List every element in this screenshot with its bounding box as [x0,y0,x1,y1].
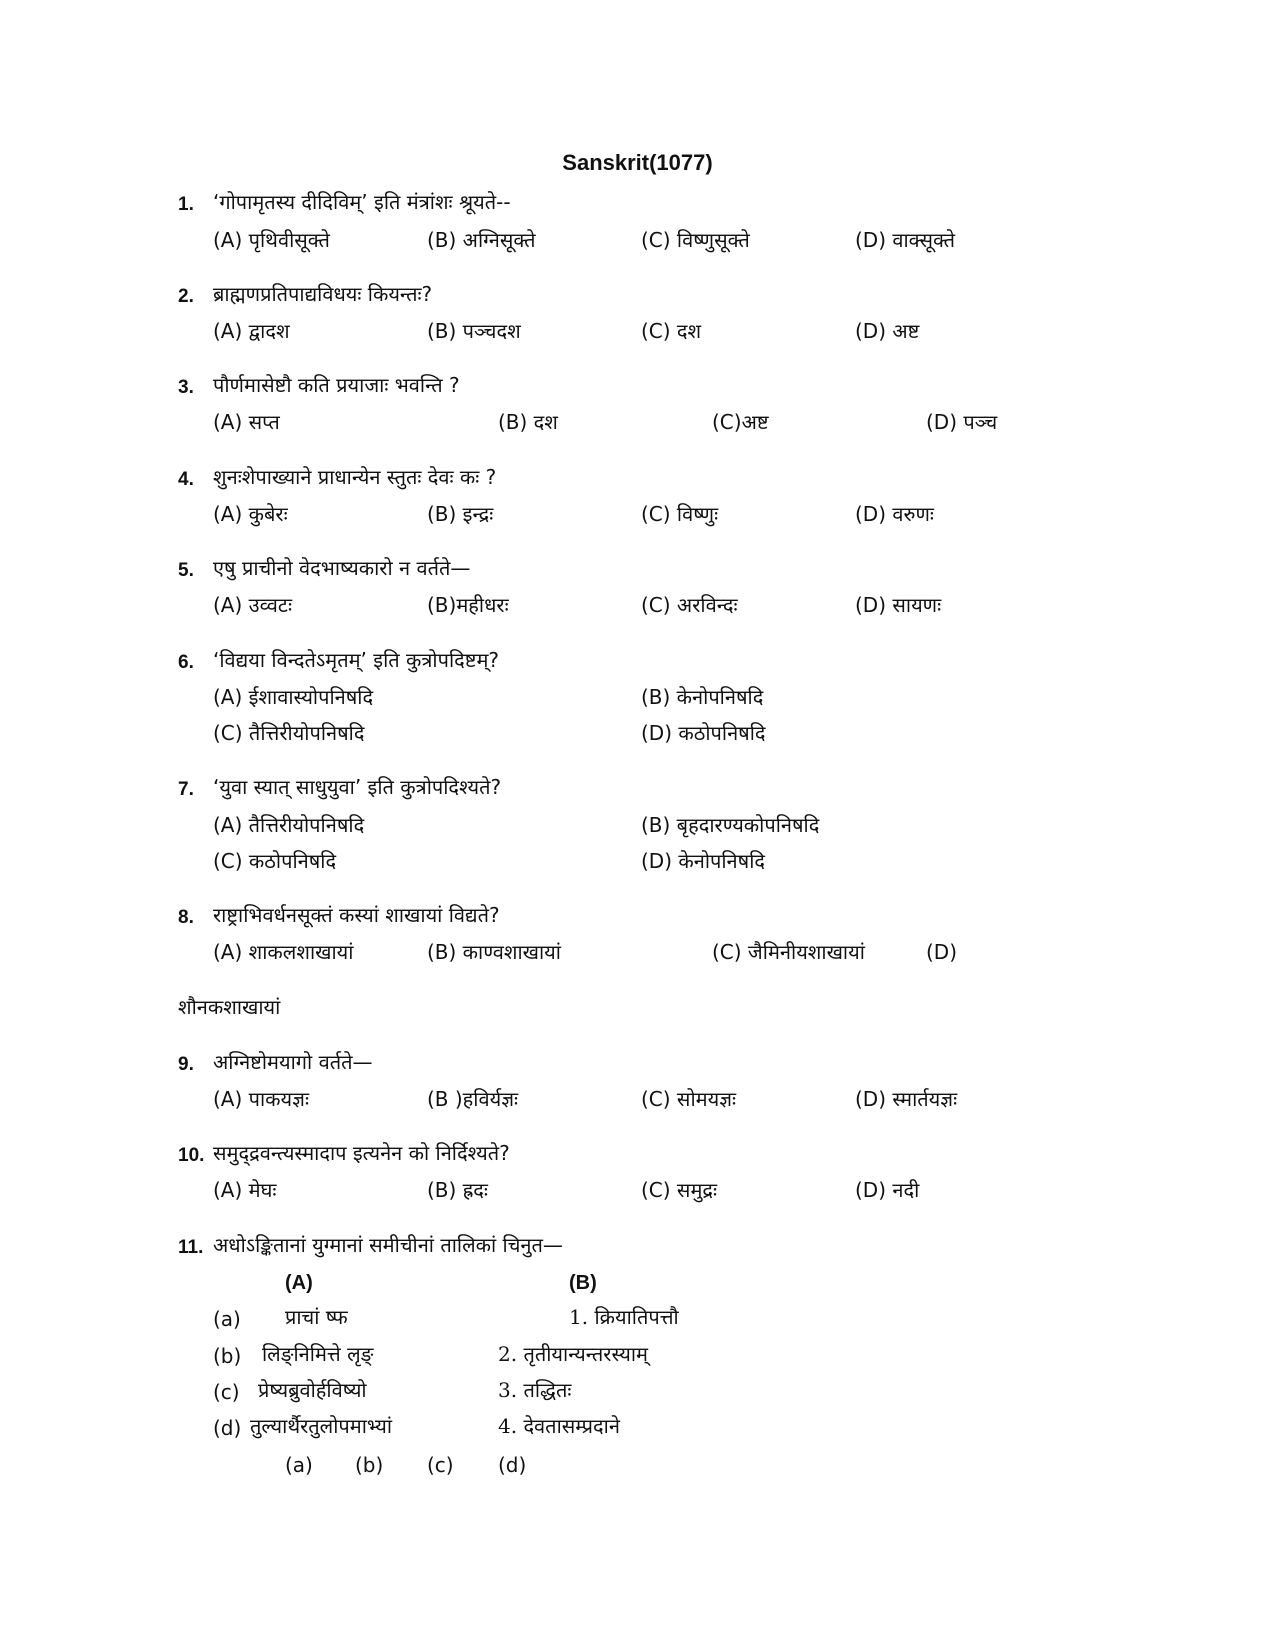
match-right-item: 1. क्रियातिपत्तौ [569,1305,679,1329]
match-right-item: 2. तृतीयान्यन्तरस्याम् [498,1342,648,1366]
q9-option-c: (C) सोमयज्ञः [641,1087,737,1111]
match-left-item: प्राचां ष्फ [285,1305,348,1329]
q7-option-a: (A) तैत्तिरीयोपनिषदि [213,813,365,837]
answer-key-label: (a) [285,1453,313,1477]
q9-text: अग्निष्टोमयागो वर्तते— [213,1050,373,1074]
q11-number: 11. [178,1237,204,1258]
q4-text: शुनःशेपाख्याने प्राधान्येन स्तुतः देवः कः ? [213,465,497,489]
q10-option-c: (C) समुद्रः [641,1178,718,1202]
q1-number: 1. [178,194,194,215]
q6-option-d: (D) कठोपनिषदि [641,721,766,745]
q8-text: राष्ट्राभिवर्धनसूक्तं कस्यां शाखायां विद्यते? [213,903,500,927]
q8-number: 8. [178,907,194,928]
q6-option-b: (B) केनोपनिषदि [641,685,764,709]
q2-number: 2. [178,286,194,307]
q3-text: पौर्णमासेष्टौ कति प्रयाजाः भवन्ति ? [213,373,460,397]
match-row-label: (a) [213,1307,241,1331]
q1-option-d: (D) वाक्सूक्ते [855,228,956,252]
q6-number: 6. [178,652,194,673]
q7-option-b: (B) बृहदारण्यकोपनिषदि [641,813,820,837]
q2-option-c: (C) दश [641,319,702,343]
q4-option-b: (B) इन्द्रः [427,502,494,526]
q9-option-d: (D) स्मार्तयज्ञः [855,1087,958,1111]
page-title: Sanskrit(1077) [562,150,713,175]
q11-text: अधोऽङ्कितानां युग्मानां समीचीनां तालिकां चिनुत— [213,1233,563,1257]
q1-option-a: (A) पृथिवीसूक्ते [213,228,330,252]
match-left-item: लिङ्निमित्ते लृङ् [262,1342,374,1366]
q2-option-a: (A) द्वादश [213,319,290,343]
q8-option-b: (B) काण्वशाखायां [427,940,561,964]
q3-option-b: (B) दश [498,410,558,434]
q5-option-b: (B)महीधरः [427,593,509,617]
q9-number: 9. [178,1054,194,1075]
q3-option-c: (C)अष्ट [712,410,769,434]
q1-option-b: (B) अग्निसूक्ते [427,228,536,252]
answer-key-label: (c) [427,1453,454,1477]
match-column-a-header: (A) [285,1272,313,1294]
q5-number: 5. [178,560,194,581]
match-right-item: 4. देवतासम्प्रदाने [498,1414,620,1438]
match-row-label: (b) [213,1344,242,1368]
q4-number: 4. [178,469,194,490]
q6-text: ‘विद्यया विन्दतेऽमृतम्’ इति कुत्रोपदिष्टम्? [213,648,500,672]
q10-option-d: (D) नदी [855,1178,920,1202]
q2-option-b: (B) पञ्चदश [427,319,521,343]
q6-option-a: (A) ईशावास्योपनिषदि [213,685,374,709]
q7-option-c: (C) कठोपनिषदि [213,849,337,873]
answer-key-label: (d) [498,1453,527,1477]
q5-text: एषु प्राचीनो वेदभाष्यकारो न वर्तते— [213,556,471,580]
q7-text: ‘युवा स्यात् साधुयुवा’ इति कुत्रोपदिश्यते? [213,775,502,799]
q5-option-a: (A) उव्वटः [213,593,292,617]
q7-option-d: (D) केनोपनिषदि [641,849,766,873]
match-row-label: (d) [213,1416,242,1440]
match-column-b-header: (B) [569,1272,597,1294]
q7-number: 7. [178,779,194,800]
match-left-item: प्रेष्यब्रुवोर्हविष्यो [258,1378,367,1402]
q10-option-a: (A) मेघः [213,1178,277,1202]
q8-option-d: (D) [926,940,958,964]
q4-option-c: (C) विष्णुः [641,502,719,526]
q8-option-d-continued: शौनकशाखायां [178,995,281,1019]
q4-option-d: (D) वरुणः [855,502,934,526]
match-row-label: (c) [213,1380,240,1404]
q3-option-d: (D) पञ्च [926,410,998,434]
q5-option-d: (D) सायणः [855,593,942,617]
q3-number: 3. [178,377,194,398]
q9-option-b: (B )हविर्यज्ञः [427,1087,519,1111]
q8-option-a: (A) शाकलशाखायां [213,940,354,964]
match-right-item: 3. तद्धितः [498,1378,572,1402]
q5-option-c: (C) अरविन्दः [641,593,738,617]
q10-text: समुद्द्रवन्त्यस्मादाप इत्यनेन को निर्दिश्यते? [213,1141,510,1165]
q3-option-a: (A) सप्त [213,410,280,434]
q2-text: ब्राह्मणप्रतिपाद्यविधयः कियन्तः? [213,282,433,306]
q6-option-c: (C) तैत्तिरीयोपनिषदि [213,721,365,745]
q8-option-c: (C) जैमिनीयशाखायां [712,940,865,964]
q10-option-b: (B) ह्रदः [427,1178,488,1202]
q4-option-a: (A) कुबेरः [213,502,288,526]
q9-option-a: (A) पाकयज्ञः [213,1087,310,1111]
q2-option-d: (D) अष्ट [855,319,920,343]
q10-number: 10. [178,1145,205,1166]
match-left-item: तुल्यार्थैरतुलोपमाभ्यां [250,1414,393,1438]
q1-text: ‘गोपामृतस्य दीदिविम्’ इति मंत्रांशः श्रूयते-- [213,190,511,214]
answer-key-label: (b) [355,1453,384,1477]
q1-option-c: (C) विष्णुसूक्ते [641,228,750,252]
